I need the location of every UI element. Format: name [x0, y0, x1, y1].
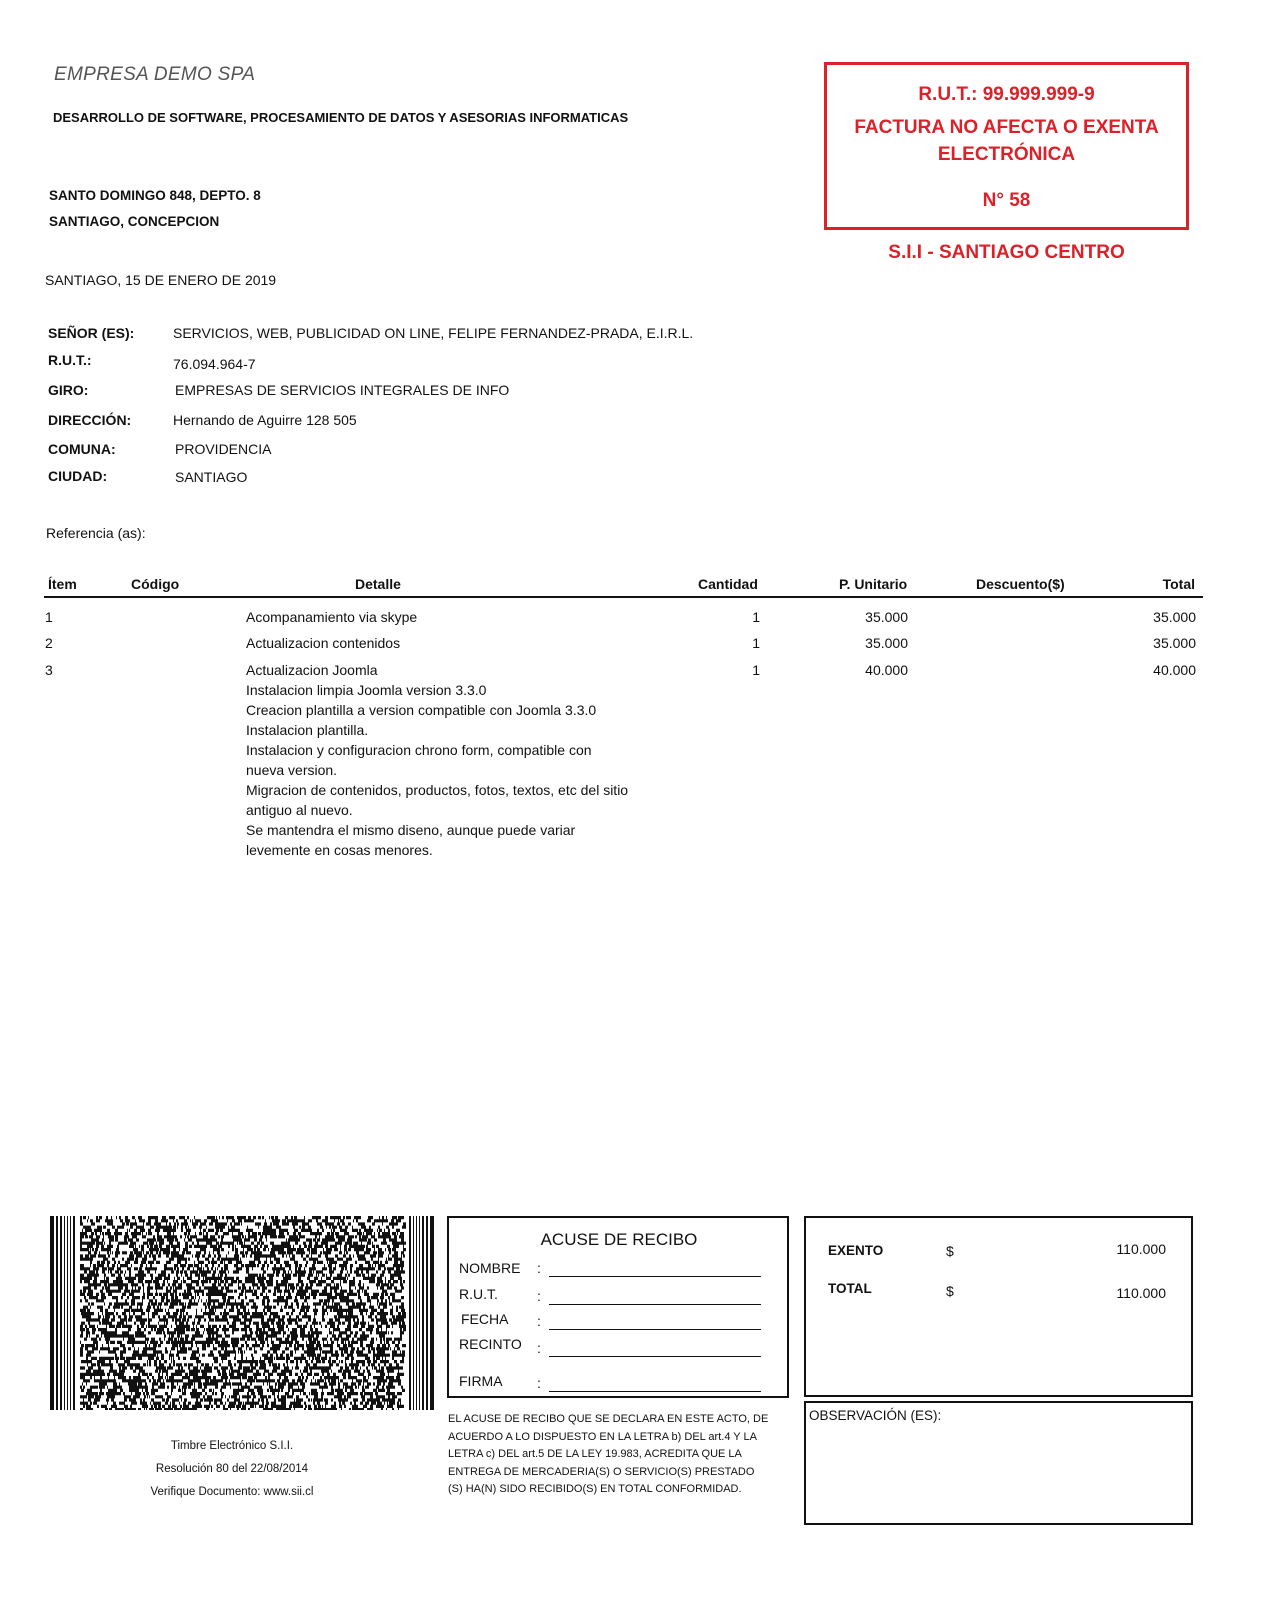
acuse-date-colon: : — [537, 1313, 541, 1329]
legal-line5: (S) HA(N) SIDO RECIBIDO(S) EN TOTAL CONFORMIDAD. — [448, 1483, 742, 1495]
table-header-divider — [44, 596, 1203, 598]
row2-detail: Actualizacion contenidos — [246, 635, 401, 651]
acuse-rut-line[interactable] — [549, 1304, 761, 1305]
row3-detail-line6: nueva version. — [246, 762, 338, 778]
total-currency: $ — [946, 1283, 954, 1299]
row3-unit-price: 40.000 — [865, 662, 908, 678]
total-label: TOTAL — [828, 1281, 872, 1296]
acuse-rut-label: R.U.T. — [459, 1286, 498, 1302]
issuer-activity: DESARROLLO DE SOFTWARE, PROCESAMIENTO DE DATOS Y ASESORIAS INFORMATICAS — [53, 110, 629, 125]
row3-detail-line2: Instalacion limpia Joomla version 3.3.0 — [246, 682, 487, 698]
acuse-site-line[interactable] — [549, 1356, 761, 1357]
issuer-name: EMPRESA DEMO SPA — [54, 64, 256, 85]
row3-detail-line7: Migracion de contenidos, productos, fotos, textos, etc del sitio — [246, 782, 629, 798]
timbre-line2: Resolución 80 del 22/08/2014 — [155, 1463, 309, 1475]
row3-detail-line10: levemente en cosas menores. — [246, 842, 433, 858]
timbre-line3: Verifique Documento: www.sii.cl — [150, 1486, 314, 1498]
row2-quantity: 1 — [752, 635, 760, 651]
exempt-currency: $ — [946, 1243, 954, 1259]
acuse-signature-line[interactable] — [549, 1391, 761, 1392]
acuse-title: ACUSE DE RECIBO — [540, 1230, 698, 1249]
row1-unit-price: 35.000 — [865, 609, 908, 625]
row2-total: 35.000 — [1153, 635, 1196, 651]
acuse-box — [447, 1216, 789, 1398]
receiver-city-label: CIUDAD: — [48, 468, 108, 484]
row3-detail-line1: Actualizacion Joomla — [246, 662, 378, 678]
issue-date: SANTIAGO, 15 DE ENERO DE 2019 — [45, 272, 277, 288]
receiver-comuna-label: COMUNA: — [48, 441, 116, 457]
row2-unit-price: 35.000 — [865, 635, 908, 651]
row1-item: 1 — [45, 609, 53, 625]
issuer-rut: R.U.T.: 99.999.999-9 — [918, 84, 1095, 105]
exempt-amount: 110.000 — [1116, 1241, 1166, 1257]
row2-item: 2 — [45, 635, 53, 651]
col-header-discount: Descuento($) — [976, 576, 1065, 592]
acuse-name-colon: : — [537, 1260, 541, 1276]
issuer-address-line2: SANTIAGO, CONCEPCION — [49, 214, 220, 229]
acuse-name-label: NOMBRE — [459, 1260, 521, 1276]
row1-total: 35.000 — [1153, 609, 1196, 625]
legal-line2: ACUERDO A LO DISPUESTO EN LA LETRA b) DEL art.4 Y LA — [448, 1430, 757, 1443]
acuse-signature-label: FIRMA — [459, 1373, 503, 1389]
row3-detail-line3: Creacion plantilla a version compatible con Joomla 3.3.0 — [246, 702, 597, 718]
col-header-code: Código — [131, 576, 180, 592]
row3-detail-line8: antiguo al nuevo. — [246, 802, 353, 818]
row1-quantity: 1 — [752, 609, 760, 625]
col-header-item: Ítem — [48, 576, 77, 592]
receiver-rut: 76.094.964-7 — [173, 356, 256, 372]
barcode-modules — [50, 1216, 434, 1410]
col-header-total: Total — [1162, 576, 1195, 592]
row3-quantity: 1 — [752, 662, 760, 678]
timbre-line1: Timbre Electrónico S.I.I. — [170, 1440, 294, 1452]
receiver-name: SERVICIOS, WEB, PUBLICIDAD ON LINE, FELIPE FERNANDEZ-PRADA, E.I.R.L. — [173, 325, 694, 341]
acuse-date-line[interactable] — [549, 1329, 761, 1330]
col-header-detail: Detalle — [355, 576, 401, 592]
row3-detail-line9: Se mantendra el mismo diseno, aunque puede variar — [246, 822, 576, 838]
acuse-site-colon: : — [537, 1340, 541, 1356]
acuse-site-label: RECINTO — [459, 1336, 522, 1352]
acuse-name-line[interactable] — [549, 1276, 761, 1277]
col-header-unit-price: P. Unitario — [839, 576, 908, 592]
legal-line3: LETRA c) DEL art.5 DE LA LEY 19.983, ACREDITA QUE LA — [448, 1448, 742, 1460]
acuse-legal-text — [448, 1411, 778, 1499]
acuse-date-label: FECHA — [461, 1311, 509, 1327]
receiver-giro: EMPRESAS DE SERVICIOS INTEGRALES DE INFO — [175, 382, 510, 398]
document-type-line1: FACTURA NO AFECTA O EXENTA — [854, 117, 1159, 138]
receiver-address-label: DIRECCIÓN: — [48, 412, 132, 428]
receiver-name-label: SEÑOR (ES): — [48, 325, 135, 341]
receiver-comuna: PROVIDENCIA — [175, 441, 272, 457]
row3-item: 3 — [45, 662, 53, 678]
acuse-signature-colon: : — [537, 1375, 541, 1391]
sii-office: S.I.I - SANTIAGO CENTRO — [888, 242, 1125, 263]
issuer-address-line1: SANTO DOMINGO 848, DEPTO. 8 — [49, 188, 261, 203]
references-label: Referencia (as): — [46, 525, 146, 541]
receiver-city: SANTIAGO — [175, 469, 248, 485]
row1-detail: Acompanamiento via skype — [246, 609, 418, 625]
row3-detail-line5: Instalacion y configuracion chrono form, compatible con — [246, 742, 592, 758]
receiver-giro-label: GIRO: — [48, 382, 89, 398]
receiver-address: Hernando de Aguirre 128 505 — [173, 412, 357, 428]
row3-total: 40.000 — [1153, 662, 1196, 678]
exempt-label: EXENTO — [828, 1243, 884, 1258]
pdf417-barcode — [50, 1216, 434, 1410]
document-number: N° 58 — [982, 190, 1031, 211]
legal-line1: EL ACUSE DE RECIBO QUE SE DECLARA EN ESTE ACTO, DE — [448, 1413, 769, 1425]
row3-detail-line4: Instalacion plantilla. — [246, 722, 369, 738]
total-amount: 110.000 — [1116, 1285, 1166, 1301]
receiver-rut-label: R.U.T.: — [48, 352, 92, 368]
col-header-quantity: Cantidad — [698, 576, 758, 592]
document-type-line2: ELECTRÓNICA — [937, 144, 1076, 165]
acuse-rut-colon: : — [537, 1288, 541, 1304]
legal-line4: ENTREGA DE MERCADERIA(S) O SERVICIO(S) PRESTADO — [448, 1465, 755, 1478]
observations-label: OBSERVACIÓN (ES): — [809, 1408, 942, 1423]
